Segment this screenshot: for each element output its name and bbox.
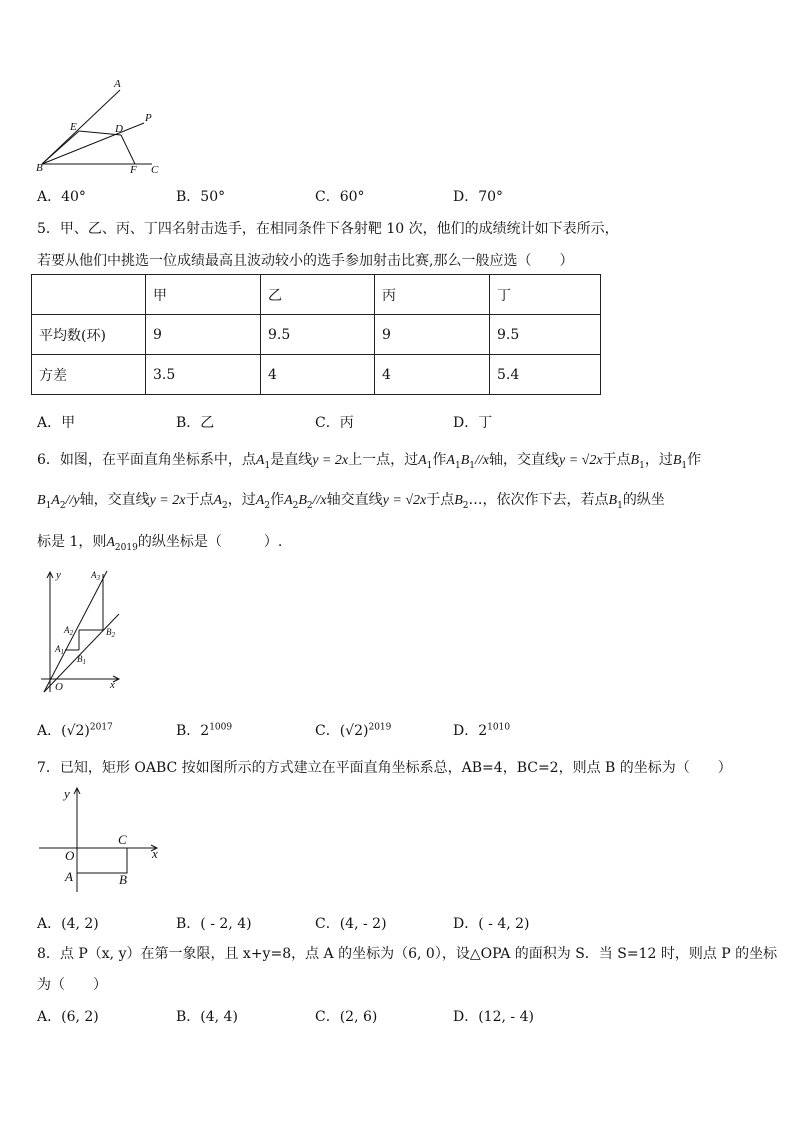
label-y: y [64, 786, 70, 801]
label-a: A [65, 869, 73, 884]
table-row [32, 315, 601, 355]
label-p: P [145, 112, 152, 124]
label-x: x [152, 846, 158, 861]
label-o: O [65, 848, 75, 863]
q6-stem-line3: 标是 1，则$A_{2019}$的纵坐标是（ ）. [37, 534, 283, 553]
segment-eb [42, 131, 79, 164]
label-c: C [118, 832, 127, 847]
table-cell: 5.4 [490, 355, 601, 395]
table-cell: 9 [146, 315, 261, 355]
q6-stem-line1: 6．如图，在平面直角坐标系中，点$A_1$是直线y = 2x上一点，过$A_1$作$A_1B_1//x$轴，交直线y = √2x于点$B_1$，过$B_1$作 [37, 452, 702, 471]
label-c: C [151, 164, 159, 176]
q8-option-c[interactable]: C．(2, 6) [315, 1009, 378, 1025]
q6-option-a[interactable]: A．$(√2)^{2017}$ [37, 722, 113, 739]
q6-option-b[interactable]: B．$2^{1009}$ [176, 722, 233, 739]
label-a3: $A_3$ [91, 570, 100, 582]
table-cell [32, 275, 146, 315]
table-cell: 9 [375, 315, 490, 355]
table-cell: 乙 [261, 275, 375, 315]
q4-option-c[interactable]: C．60° [315, 189, 365, 205]
table-cell: 9.5 [261, 315, 375, 355]
label-f: F [130, 164, 137, 176]
label-x: x [110, 679, 115, 691]
table-cell: 丙 [375, 275, 490, 315]
table-cell: 丁 [490, 275, 601, 315]
table-cell: 甲 [146, 275, 261, 315]
q5-option-b[interactable]: B．乙 [176, 415, 215, 431]
q5-stem-line2: 若要从他们中挑选一位成绩最高且波动较小的选手参加射击比赛,那么一般应选（ ） [37, 253, 574, 269]
rectangle-oabc [77, 848, 127, 873]
q6-figure [37, 566, 127, 696]
q7-option-c[interactable]: C．(4, - 2) [315, 916, 387, 932]
q7-stem: 7．已知，矩形 OABC 按如图所示的方式建立在平面直角坐标系总，AB=4，BC=2，则点 B 的坐标为（ ） [37, 760, 732, 776]
label-d: D [115, 123, 123, 135]
q7-figure [37, 784, 167, 894]
q6-stem-line2: $B_1A_2//y$轴，交直线y = 2x于点$A_2$，过$A_2$作$A_2B_2//x$轴交直线y = √2x于点$B_2\dots$，依次作下去，若点$B_1$的纵坐 [37, 492, 665, 511]
q7-option-d[interactable]: D．( - 4, 2) [453, 916, 530, 932]
label-a1: $A_1$ [55, 644, 64, 656]
label-b: B [36, 162, 43, 174]
table-row [32, 355, 601, 395]
table-cell: 4 [261, 355, 375, 395]
q8-stem-line2: 为（ ） [37, 977, 107, 993]
q7-option-b[interactable]: B．( - 2, 4) [176, 916, 252, 932]
q8-option-a[interactable]: A．(6, 2) [37, 1009, 99, 1025]
label-a2: $A_2$ [64, 625, 73, 637]
q5-option-d[interactable]: D．丁 [453, 415, 493, 431]
label-b1: $B_1$ [77, 654, 86, 666]
q5-option-c[interactable]: C．丙 [315, 415, 354, 431]
table-cell: 9.5 [490, 315, 601, 355]
q5-table [31, 274, 601, 395]
q7-option-a[interactable]: A．(4, 2) [37, 916, 99, 932]
q4-option-d[interactable]: D．70° [453, 189, 504, 205]
ray-bp [42, 123, 144, 164]
q8-option-d[interactable]: D．(12, - 4) [453, 1009, 534, 1025]
q5-stem-line1: 5．甲、乙、丙、丁四名射击选手，在相同条件下各射靶 10 次，他们的成绩统计如下表所示， [37, 221, 619, 237]
table-cell: 平均数(环) [32, 315, 146, 355]
label-a: A [114, 78, 121, 90]
table-cell: 4 [375, 355, 490, 395]
line-y-2x [44, 571, 107, 692]
segment-df [121, 135, 135, 164]
table-header-row [32, 275, 601, 315]
label-e: E [70, 121, 77, 133]
label-y: y [56, 569, 61, 581]
q8-stem-line1: 8．点 P（x, y）在第一象限，且 x+y=8，点 A 的坐标为（6, 0），设△OPA 的面积为 S．当 S=12 时，则点 P 的坐标 [37, 946, 778, 962]
table-cell: 3.5 [146, 355, 261, 395]
q5-option-a[interactable]: A．甲 [37, 415, 76, 431]
q4-option-a[interactable]: A．40° [37, 189, 86, 205]
q6-option-c[interactable]: C．$(√2)^{2019}$ [315, 722, 392, 739]
q4-figure [34, 76, 174, 178]
q6-option-d[interactable]: D．$2^{1010}$ [453, 722, 511, 739]
q8-option-b[interactable]: B．(4, 4) [176, 1009, 238, 1025]
label-b: B [119, 872, 127, 887]
table-cell: 方差 [32, 355, 146, 395]
label-b2: $B_2$ [106, 627, 115, 639]
q4-option-b[interactable]: B．50° [176, 189, 226, 205]
label-o: O [55, 681, 63, 693]
